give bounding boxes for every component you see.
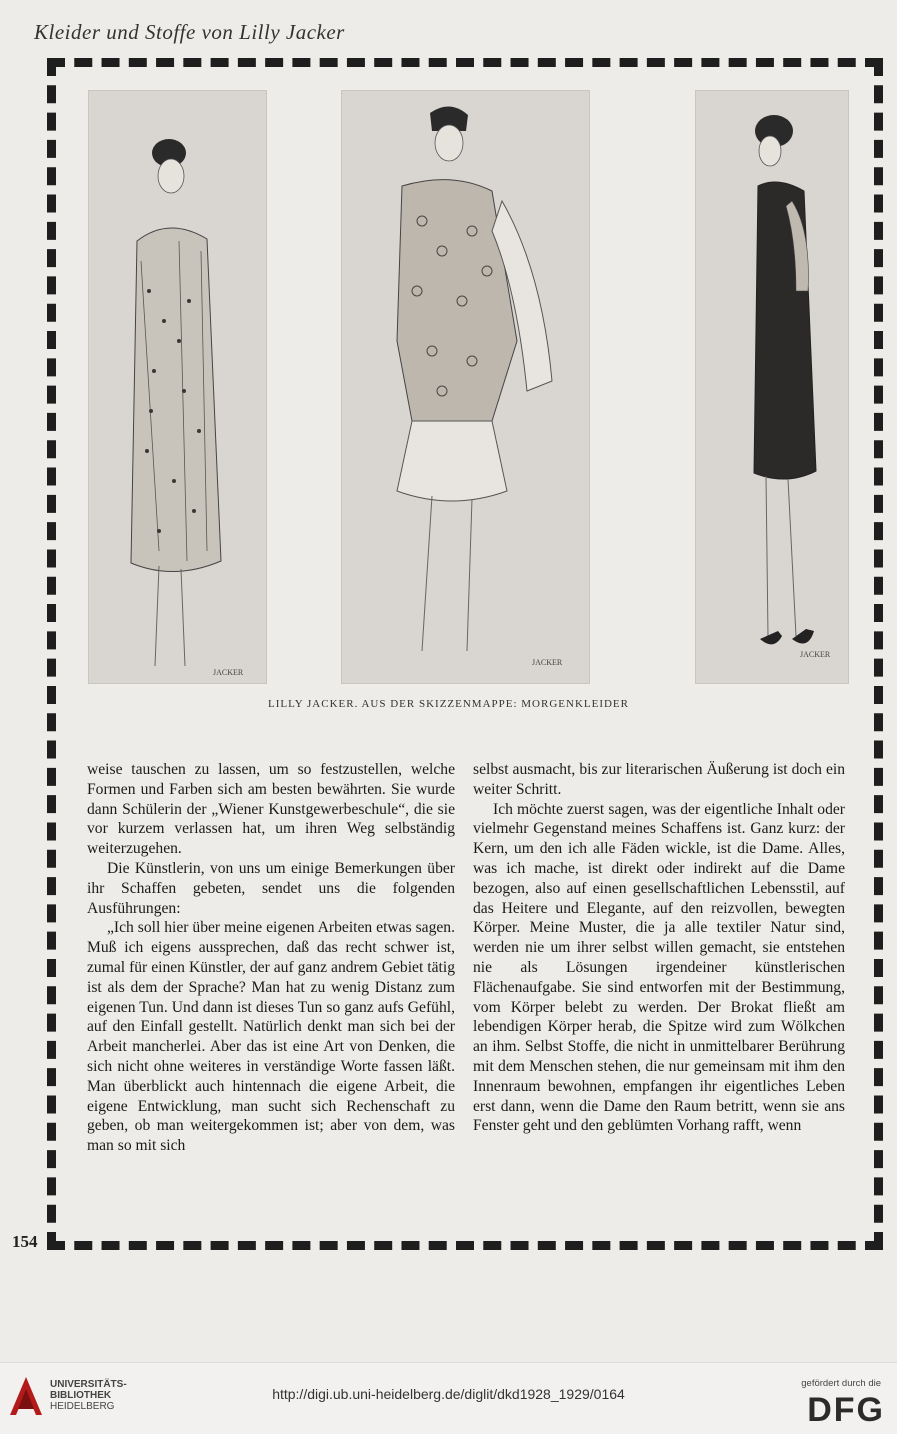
paragraph: Die Künstlerin, von uns um einige Bemerkungen über ihr Schaffen gebeten, sendet uns die folgenden Ausführungen:: [87, 859, 455, 917]
footer-bar: [0, 1362, 897, 1434]
fashion-figure-1: [89, 91, 266, 683]
figure-caption: LILLY JACKER. AUS DER SKIZZENMAPPE: MORGENKLEIDER: [268, 698, 629, 710]
paragraph: weise tauschen zu lassen, um so festzustellen, welche Formen und Farben sich am besten bewährten. Sie wurde dann Schülerin der „Wiener Kunstgewerbeschule“, die sie vor kurzem verlassen hat, um ihren Weg selbständig weiterzugehen.: [87, 761, 455, 858]
signature: JACKER: [800, 650, 831, 659]
signature: JACKER: [532, 658, 563, 667]
page-number: 154: [12, 1232, 38, 1251]
illustration-morning-dress-2: [341, 90, 590, 684]
dfg-logo: DFG: [807, 1391, 885, 1429]
permalink[interactable]: http://digi.ub.uni-heidelberg.de/diglit/dkd1928_1929/0164: [272, 1386, 625, 1402]
fashion-figure-3: [696, 91, 848, 683]
funding-note: gefördert durch die: [801, 1378, 881, 1389]
text-column-left: [87, 760, 455, 1156]
institution-name: UNIVERSITÄTS- BIBLIOTHEK HEIDELBERG: [50, 1379, 127, 1412]
running-head: Kleider und Stoffe von Lilly Jacker: [34, 20, 345, 44]
illustration-morning-dress-1: [88, 90, 267, 684]
illustration-morning-dress-3: [695, 90, 849, 684]
paragraph: Ich möchte zuerst sagen, was der eigentliche Inhalt oder vielmehr Gegenstand meines Schaffens ist. Ganz kurz: der Kern, um den ich alle Fäden wickle, ist die Dame. Alles, was ich mache, ist direkt oder indirekt auf die Dame bezogen, also auf einen gesellschaftlichen Lebensstil, auf das Heitere und Elegante, auf den reizvollen, bewegten Körper. Meine Muster, die ja alle textiler Natur sind, werden nie um ihrer selbst willen gemacht, sie entstehen nie als Lösungen irgendeiner künstlerischen Flächenaufgabe. Sie sind entworfen mit der Bestimmung, vom Körper belebt zu werden. Der Brokat fließt am lebendigen Körper herab, die Spitze wird zum Wölkchen an ihm. Selbst Stoffe, die nicht in unmittelbarer Berührung mit dem Menschen stehen, die nur gemeinsam mit ihm den Innenraum bewohnen, empfangen ihr eigentliches Leben erst dann, wenn die Dame den Raum betritt, wenn sie ans Fenster geht und den geblümten Vorhang rafft, wenn: [473, 800, 845, 1135]
paragraph: „Ich soll hier über meine eigenen Arbeiten etwas sagen. Muß ich eigens aussprechen, daß das recht schwer ist, zumal für einen Künstler, der auf ganz andrem Gebiet tätig ist als dem der Sprache? Man hat zu wenig Distanz zum eigenen Tun. Und dann ist dieses Tun so ganz aufs Gefühl, auf den Einfall gestellt. Natürlich denkt man sich bei der Arbeit mancherlei. Aber das ist eine Art von Denken, die sich nicht ohne weiteres in verständige Worte fassen läßt. Man überblickt auch hintennach die eigene Arbeit, die eigene Entwicklung, man sucht sich Rechenschaft zu geben, ob man weitergekommen ist; aber von dem, was man so mit sich: [87, 919, 455, 1155]
paragraph: selbst ausmacht, bis zur literarischen Äußerung ist doch ein weiter Schritt.: [473, 761, 845, 798]
text-column-right: [473, 760, 845, 1136]
fashion-figure-2: [342, 91, 589, 683]
signature: JACKER: [213, 668, 244, 677]
